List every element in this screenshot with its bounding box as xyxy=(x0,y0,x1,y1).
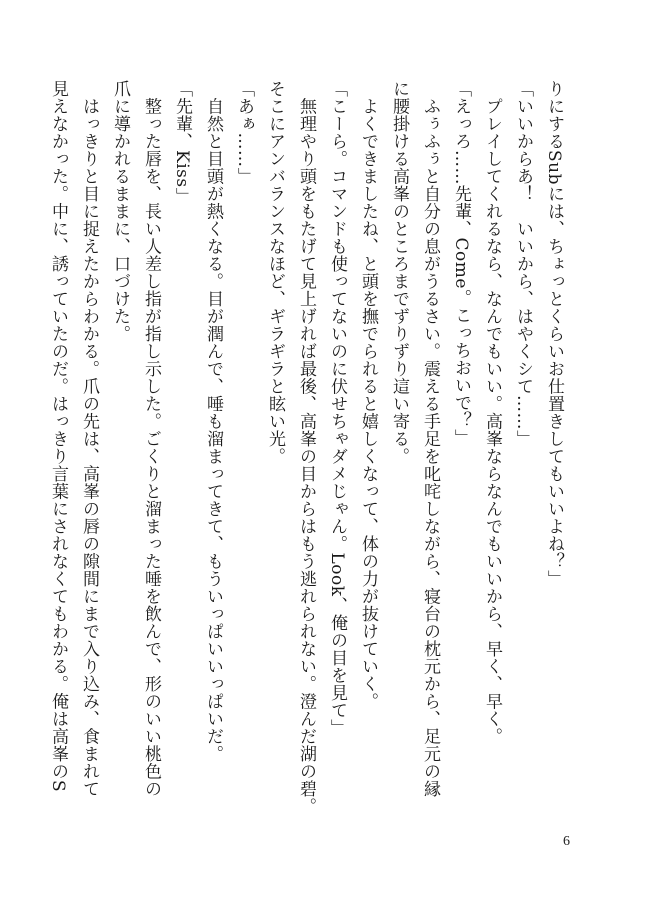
vertical-text-body xyxy=(48,80,569,820)
text-line: 「先輩、Kiss」 xyxy=(172,80,192,206)
text-line: 「いいからあ！ いいから、はやくシて……」 xyxy=(513,80,533,448)
text-line: 無理やり頭をもたげて見上げれば最後、高峯の目からはもう逃れられない。澄んだ湖の碧。 xyxy=(296,80,316,815)
text-line: プレイしてくれるなら、なんでもいい。高峯ならなんでもいいから、早く、早く。 xyxy=(482,80,502,745)
text-line: 「こーら。コマンドも使ってないのに伏せちゃダメじゃん。Look、俺の目を見て」 xyxy=(327,80,347,737)
text-line: 自然と目頭が熱くなる。目が潤んで、唾も溜まってきて、もういっぱいいっぱいだ。 xyxy=(203,80,223,763)
text-line: はっきりと目に捉えたからわかる。爪の先は、高峯の唇の隙間にまで入り込み、食まれて xyxy=(79,80,99,798)
text-line: りにするSubには、ちょっとくらいお仕置きしてもいいよね？」 xyxy=(544,80,564,588)
text-line: に腰掛ける高峯のところまでずりずり這い寄る。 xyxy=(389,80,409,465)
text-line: よくできましたね、と頭を撫でられると嬉しくなって、体の力が抜けていく。 xyxy=(358,80,378,710)
text-line: そこにアンバランスなほど、ギラギラと眩い光。 xyxy=(265,80,285,465)
text-line: 爪に導かれるままに、口づけた。 xyxy=(110,80,130,343)
text-line: 「えっろ……先輩、Come。こっちおいで？」 xyxy=(451,80,471,447)
page-number: 6 xyxy=(563,834,570,849)
text-line: 整った唇を、長い人差し指が指し示した。ごくりと溜まった唾を飲んで、形のいい桃色の xyxy=(141,80,161,798)
text-line: 見えなかった。中に、誘っていたのだ。はっきり言葉にされなくてもわかる。俺は高峯のS xyxy=(48,80,68,793)
text-line: ふぅふぅと自分の息がうるさい。震える手足を叱咤しながら、寝台の枕元から、足元の縁 xyxy=(420,80,440,798)
text-line: 「あぁ……」 xyxy=(234,80,254,185)
